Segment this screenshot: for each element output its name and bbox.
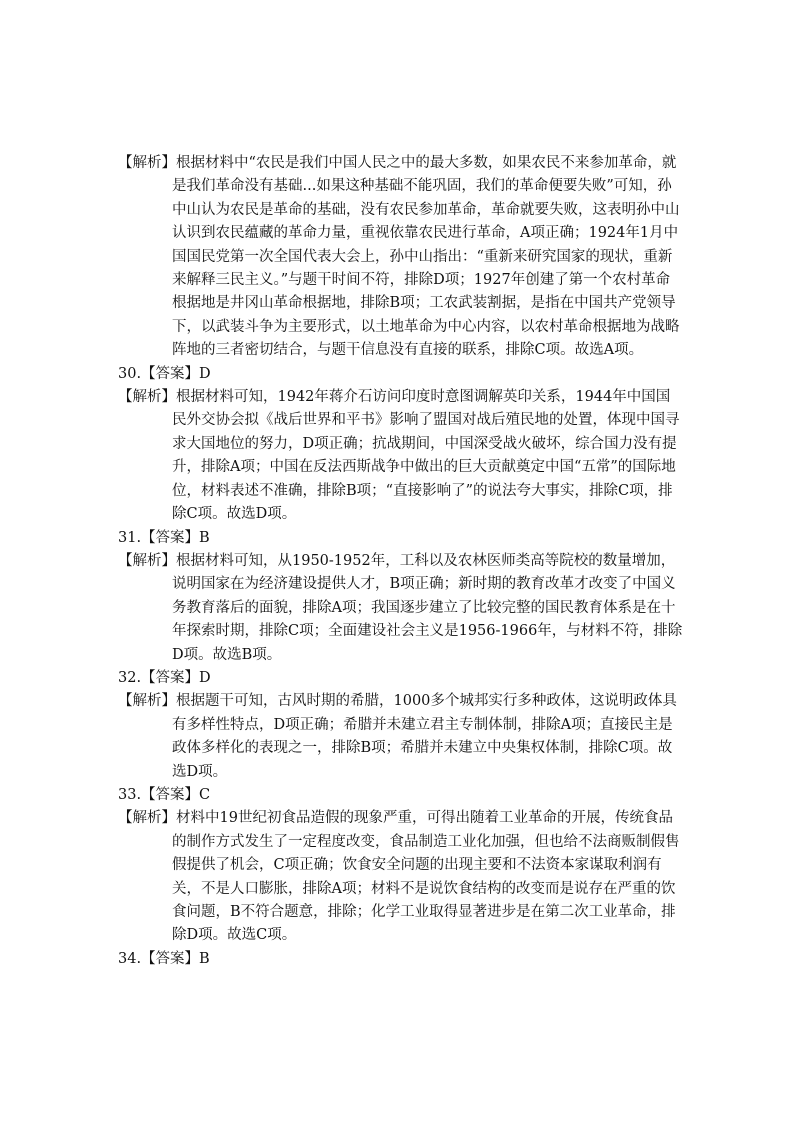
analysis-label: 【解析】 <box>118 155 176 171</box>
analysis-29 <box>118 152 684 363</box>
analysis-text: 根据题干可知，古风时期的希腊，1000多个城邦实行多种政体，这说明政体具有多样性特点，D项正确；希腊并未建立君主专制体制，排除A项；直接民主是政体多样化的表现之一，排除B项；希腊并未建立中央集权体制，排除C项。故选D项。 <box>172 693 677 780</box>
answer-32: 32.【答案】D <box>118 669 211 686</box>
analysis-text: 材料中19世纪初食品造假的现象严重，可得出随着工业革命的开展，传统食品的制作方式发生了一定程度改变，食品制造工业化加强，但也给不法商贩制假售假提供了机会，C项正确；饮食安全问题的出现主要和不法资本家谋取利润有关，不是人口膨胀，排除A项；材料不是说饮食结构的改变而是说存在严重的饮食问题，B不符合题意，排除；化学工业取得显著进步是在第二次工业革命，排除D项。故选C项。 <box>172 810 680 944</box>
analysis-32 <box>118 690 684 784</box>
analysis-33 <box>118 807 684 947</box>
analysis-31 <box>118 550 684 667</box>
analysis-text: 根据材料中“农民是我们中国人民之中的最大多数，如果农民不来参加革命，就是我们革命没有基础...如果这种基础不能巩固，我们的革命便要失败”可知，孙中山认为农民是革命的基础，没有农民参加革命，革命就要失败，这表明孙中山认识到农民蕴藏的革命力量，重视依靠农民进行革命，A项正确；1924年1月中国国民党第一次全国代表大会上，孙中山指出：“重新来研究国家的现状，重新来解释三民主义。”与题干时间不符，排除D项；1927年创建了第一个农村革命根据地是井冈山革命根据地，排除B项；工农武装割据，是指在中国共产党领导下，以武装斗争为主要形式，以土地革命为中心内容，以农村革命根据地为战略阵地的三者密切结合，与题干信息没有直接的联系，排除C项。故选A项。 <box>172 155 680 359</box>
answer-34: 34.【答案】B <box>118 950 210 967</box>
analysis-text: 根据材料可知，1942年蒋介石访问印度时意图调解英印关系，1944年中国国民外交协会拟《战后世界和平书》影响了盟国对战后殖民地的处置，体现中国寻求大国地位的努力，D项正确；抗战期间，中国深受战火破坏，综合国力没有提升，排除A项；中国在反法西斯战争中做出的巨大贡献奠定中国“五常”的国际地位，材料表述不准确，排除B项；“直接影响了”的说法夸大事实，排除C项，排除C项。故选D项。 <box>172 389 680 523</box>
analysis-30 <box>118 386 684 526</box>
answer-31: 31.【答案】B <box>118 529 210 546</box>
analysis-label: 【解析】 <box>118 693 176 710</box>
analysis-label: 【解析】 <box>118 552 176 569</box>
analysis-text: 根据材料可知，从1950-1952年，工科以及农林医师类高等院校的数量增加，说明国家在为经济建设提供人才，B项正确；新时期的教育改革才改变了中国义务教育落后的面貌，排除A项；我国逐步建立了比较完整的国民教育体系是在十年探索时期，排除C项；全面建设社会主义是1956-1966年，与材料不符，排除D项。故选B项。 <box>172 552 683 663</box>
answer-30: 30.【答案】D <box>118 365 211 382</box>
analysis-label: 【解析】 <box>118 389 176 406</box>
answer-key-content <box>118 152 684 971</box>
analysis-label: 【解析】 <box>118 810 176 827</box>
answer-33: 33.【答案】C <box>118 786 211 803</box>
